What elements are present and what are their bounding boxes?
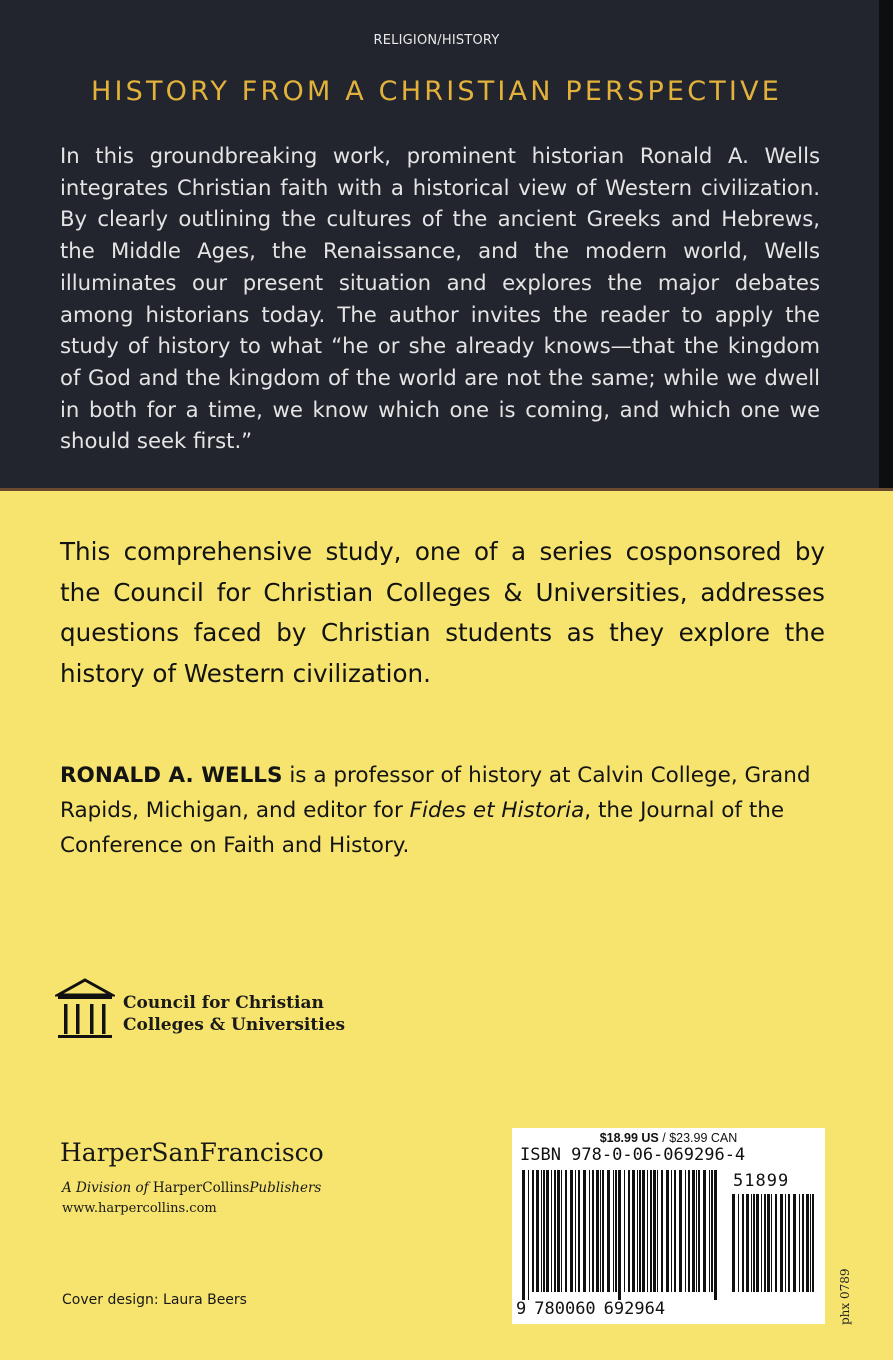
- spine-code: phx 0789: [838, 1268, 852, 1325]
- barcode-bar: [522, 1170, 525, 1300]
- barcode-bar: [714, 1170, 717, 1300]
- barcode-bar: [565, 1170, 567, 1292]
- barcode-box: [512, 1128, 825, 1324]
- publisher-website: www.harpercollins.com: [62, 1201, 217, 1216]
- barcode-bar: [767, 1194, 770, 1292]
- council-name: [123, 992, 423, 1036]
- council-name-line2: Colleges & Universities: [123, 1015, 346, 1035]
- barcode-bar: [543, 1170, 545, 1292]
- barcode-bar: [600, 1170, 601, 1292]
- barcode-bar: [696, 1170, 697, 1292]
- barcode-bar: [575, 1170, 576, 1292]
- barcode-bar: [650, 1170, 652, 1292]
- barcode-bar: [738, 1194, 739, 1292]
- barcode-bar: [578, 1170, 580, 1292]
- barcode-bar: [742, 1194, 744, 1292]
- barcode-bar: [806, 1194, 809, 1292]
- barcode-bar: [761, 1194, 762, 1292]
- barcode-bar: [589, 1170, 590, 1292]
- barcode-bar: [732, 1194, 735, 1292]
- barcode-bar: [775, 1194, 777, 1292]
- barcode-bar: [711, 1170, 713, 1292]
- barcode-bar: [657, 1170, 658, 1292]
- barcode-bar: [554, 1170, 556, 1292]
- book-description: In this groundbreaking work, prominent historian Ronald A. Wells integrates Christian faith with a historical view of Western civilization. By clearly outlining the cultures of the ancient Greeks and Hebrews, the Middle Ages, the Renaissance, and the modern world, Wells illuminates our present situation and explores the major debates among historians today. The author invites the reader to apply the study of history to what “he or she already knows—that the kingdom of God and the kingdom of the world are not the same; while we dwell in both for a time, we know which one is coming, and which one we should seek first.”: [60, 143, 820, 454]
- barcode-bar: [653, 1170, 656, 1292]
- barcode-bar: [771, 1194, 772, 1292]
- barcode-bar: [615, 1170, 617, 1292]
- barcode-bar: [613, 1170, 614, 1292]
- barcode-bar: [546, 1170, 549, 1292]
- author-bio-text: is a professor of history at Calvin College, Grand Rapids, Michigan, and editor for: [60, 763, 811, 823]
- barcode-bar: [561, 1170, 562, 1292]
- barcode-bar: [639, 1170, 641, 1292]
- barcode-bar: [607, 1170, 610, 1292]
- ean-barcode: [520, 1170, 720, 1300]
- barcode-bar: [812, 1194, 814, 1292]
- ean-digits: 9 780060 692964: [516, 1299, 666, 1319]
- barcode-bar: [661, 1170, 663, 1292]
- barcode-bar: [685, 1170, 686, 1292]
- barcode-bar: [810, 1194, 811, 1292]
- barcode-bar: [628, 1170, 630, 1292]
- barcode-bar: [788, 1194, 790, 1292]
- barcode-bar: [557, 1170, 560, 1292]
- barcode-bar: [618, 1170, 621, 1300]
- journal-title: Fides et Historia: [409, 798, 585, 823]
- barcode-bar: [602, 1170, 604, 1292]
- barcode-bar: [793, 1194, 796, 1292]
- cover-edge: [879, 0, 893, 488]
- publisher-division: A Division of HarperCollinsPublishers: [62, 1180, 322, 1196]
- addon-barcode: [730, 1194, 818, 1300]
- barcode-bar: [570, 1170, 573, 1292]
- barcode-bar: [679, 1170, 682, 1292]
- barcode-bar: [802, 1194, 804, 1292]
- council-name-line1: Council for Christian: [123, 993, 324, 1013]
- barcode-bar: [541, 1170, 542, 1292]
- barcode-bar: [671, 1170, 672, 1292]
- barcode-bar: [751, 1194, 752, 1292]
- barcode-bar: [692, 1170, 695, 1292]
- tagline: HISTORY FROM A CHRISTIAN PERSPECTIVE: [90, 76, 783, 107]
- barcode-bar: [532, 1170, 534, 1292]
- barcode-bar: [551, 1170, 552, 1292]
- barcode-bar: [536, 1170, 539, 1292]
- barcode-bar: [688, 1170, 690, 1292]
- building-icon: [55, 978, 115, 1040]
- barcode-bar: [709, 1170, 710, 1292]
- barcode-bar: [753, 1194, 755, 1292]
- barcode-bar: [785, 1194, 786, 1292]
- isbn-number: ISBN 978-0-06-069296-4: [520, 1145, 746, 1165]
- barcode-bar: [703, 1170, 706, 1292]
- series-note: This comprehensive study, one of a series cosponsored by the Council for Christian Colleges & Universities, addresses questions faced by Christian students as they explore the history of Western civilization.: [60, 537, 825, 688]
- cover-credit: Cover design: Laura Beers: [62, 1292, 247, 1308]
- price-addon-code: 51899: [733, 1171, 790, 1191]
- barcode-bar: [780, 1194, 783, 1292]
- barcode-bar: [637, 1170, 638, 1292]
- author-name: RONALD A. WELLS: [60, 763, 283, 788]
- barcode-bar: [624, 1170, 625, 1292]
- top-panel: [0, 0, 893, 491]
- price-label: $18.99 US / $23.99 CAN: [599, 1131, 738, 1145]
- barcode-bar: [647, 1170, 648, 1292]
- publisher-name: HarperSanFrancisco: [60, 1138, 324, 1167]
- barcode-bar: [764, 1194, 766, 1292]
- barcode-bar: [632, 1170, 635, 1292]
- barcode-bar: [746, 1194, 749, 1292]
- barcode-bar: [528, 1170, 529, 1300]
- barcode-bar: [666, 1170, 669, 1292]
- barcode-bar: [698, 1170, 700, 1292]
- barcode-bar: [642, 1170, 645, 1292]
- author-bio-text-end: , the Journal of the Conference on Faith and History.: [60, 798, 785, 858]
- barcode-bar: [596, 1170, 599, 1292]
- category-label: RELIGION/HISTORY: [373, 33, 500, 48]
- barcode-bar: [674, 1170, 676, 1292]
- author-bio: [60, 758, 825, 863]
- barcode-bar: [799, 1194, 800, 1292]
- barcode-bar: [592, 1170, 594, 1292]
- barcode-bar: [756, 1194, 759, 1292]
- barcode-bar: [583, 1170, 586, 1292]
